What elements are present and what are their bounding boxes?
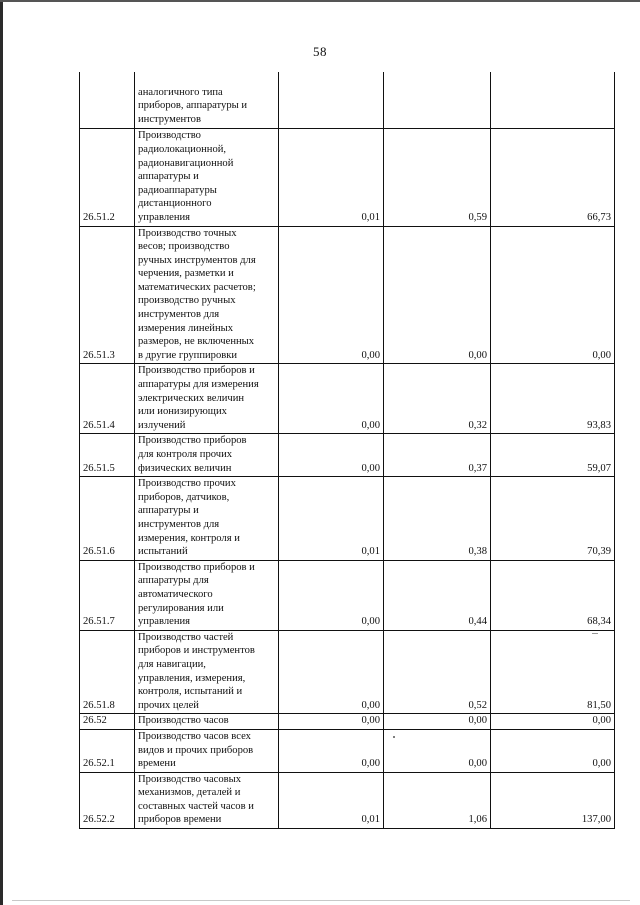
row-code: 26.52 bbox=[80, 714, 135, 730]
row-code: 26.51.2 bbox=[80, 128, 135, 226]
table-row bbox=[80, 226, 615, 364]
row-value-3 bbox=[491, 72, 615, 128]
row-value-2: 0,37 bbox=[384, 434, 491, 477]
table-body bbox=[80, 72, 615, 829]
row-value-3: 68,34 bbox=[491, 560, 615, 630]
row-name-text: Производство часовых механизмов, деталей и составных частей часов и приборов времени bbox=[138, 773, 254, 826]
row-name bbox=[135, 477, 279, 561]
row-name-text: Производство приборов и аппаратуры для автоматического регулирования или управления bbox=[138, 561, 255, 628]
row-value-2: 0,44 bbox=[384, 560, 491, 630]
table-row bbox=[80, 560, 615, 630]
row-name bbox=[135, 72, 279, 128]
row-value-1 bbox=[279, 72, 384, 128]
row-value-2: 0,00 bbox=[384, 226, 491, 364]
row-code: 26.51.8 bbox=[80, 630, 135, 714]
table-row bbox=[80, 72, 615, 128]
table-row bbox=[80, 477, 615, 561]
row-value-1: 0,01 bbox=[279, 128, 384, 226]
row-value-2: 0,52 bbox=[384, 630, 491, 714]
table-row bbox=[80, 434, 615, 477]
row-name bbox=[135, 630, 279, 714]
row-value-1: 0,00 bbox=[279, 364, 384, 434]
row-value-3: 0,00 bbox=[491, 729, 615, 772]
row-value-1: 0,00 bbox=[279, 714, 384, 730]
row-code bbox=[80, 72, 135, 128]
row-value-1: 0,01 bbox=[279, 477, 384, 561]
row-value-3: 0,00 bbox=[491, 714, 615, 730]
row-value-3: 137,00 bbox=[491, 772, 615, 828]
row-value-3: 66,73 bbox=[491, 128, 615, 226]
row-name bbox=[135, 364, 279, 434]
row-name-text: Производство часов bbox=[138, 715, 229, 727]
row-value-2: 0,32 bbox=[384, 364, 491, 434]
row-name-text: аналогичного типа приборов, аппаратуры и инструментов bbox=[138, 86, 248, 125]
row-value-1: 0,00 bbox=[279, 560, 384, 630]
row-name-text: Производство приборов для контроля прочих физических величин bbox=[138, 435, 247, 474]
page-number: 58 bbox=[313, 44, 327, 59]
row-value-2: 1,06 bbox=[384, 772, 491, 828]
row-value-2: 0,00 bbox=[384, 729, 491, 772]
row-value-1: 0,00 bbox=[279, 226, 384, 364]
row-value-2: 0,00 bbox=[384, 714, 491, 730]
row-code: 26.51.4 bbox=[80, 364, 135, 434]
scan-speck bbox=[592, 633, 598, 634]
row-name-text: Производство точных весов; производство ручных инструментов для черчения, разметки и математических расчетов; производство ручных инструментов для измерения линейных размеров, не включенных в другие группировки bbox=[138, 227, 256, 361]
row-name bbox=[135, 772, 279, 828]
table-row bbox=[80, 630, 615, 714]
row-code: 26.52.1 bbox=[80, 729, 135, 772]
row-code: 26.51.3 bbox=[80, 226, 135, 364]
table-row bbox=[80, 128, 615, 226]
row-name bbox=[135, 560, 279, 630]
scan-edge-bottom bbox=[12, 900, 630, 901]
row-name-text: Производство прочих приборов, датчиков, аппаратуры и инструментов для измерения, контроля и испытаний bbox=[138, 478, 240, 558]
row-value-3: 59,07 bbox=[491, 434, 615, 477]
row-value-2: 0,59 bbox=[384, 128, 491, 226]
scan-edge-left bbox=[0, 0, 3, 905]
row-name-text: Производство приборов и аппаратуры для измерения электрических величин или ионизирующих излучений bbox=[138, 365, 259, 431]
row-value-1: 0,00 bbox=[279, 630, 384, 714]
row-value-3: 0,00 bbox=[491, 226, 615, 364]
row-value-2 bbox=[384, 72, 491, 128]
table-row bbox=[80, 364, 615, 434]
scan-speck bbox=[393, 736, 395, 738]
row-code: 26.51.5 bbox=[80, 434, 135, 477]
row-code: 26.51.7 bbox=[80, 560, 135, 630]
row-code: 26.51.6 bbox=[80, 477, 135, 561]
row-name-text: Производство радиолокационной, радионавигационной аппаратуры и радиоаппаратуры дистанционного управления bbox=[138, 130, 234, 223]
row-value-2: 0,38 bbox=[384, 477, 491, 561]
table-row bbox=[80, 714, 615, 730]
row-name-text: Производство часов всех видов и прочих приборов времени bbox=[138, 730, 254, 770]
row-code: 26.52.2 bbox=[80, 772, 135, 828]
row-name bbox=[135, 434, 279, 477]
statistics-table bbox=[79, 72, 615, 829]
row-name bbox=[135, 128, 279, 226]
row-name-text: Производство частей приборов и инструментов для навигации, управления, измерения, контроля, испытаний и прочих целей bbox=[138, 631, 255, 711]
row-value-1: 0,01 bbox=[279, 772, 384, 828]
table-row bbox=[80, 772, 615, 828]
row-value-3: 70,39 bbox=[491, 477, 615, 561]
row-name bbox=[135, 729, 279, 772]
table-row bbox=[80, 729, 615, 772]
row-value-1: 0,00 bbox=[279, 729, 384, 772]
row-value-3: 93,83 bbox=[491, 364, 615, 434]
row-name bbox=[135, 714, 279, 730]
scan-edge-top bbox=[0, 0, 640, 2]
row-name bbox=[135, 226, 279, 364]
row-value-1: 0,00 bbox=[279, 434, 384, 477]
row-value-3: 81,50 bbox=[491, 630, 615, 714]
